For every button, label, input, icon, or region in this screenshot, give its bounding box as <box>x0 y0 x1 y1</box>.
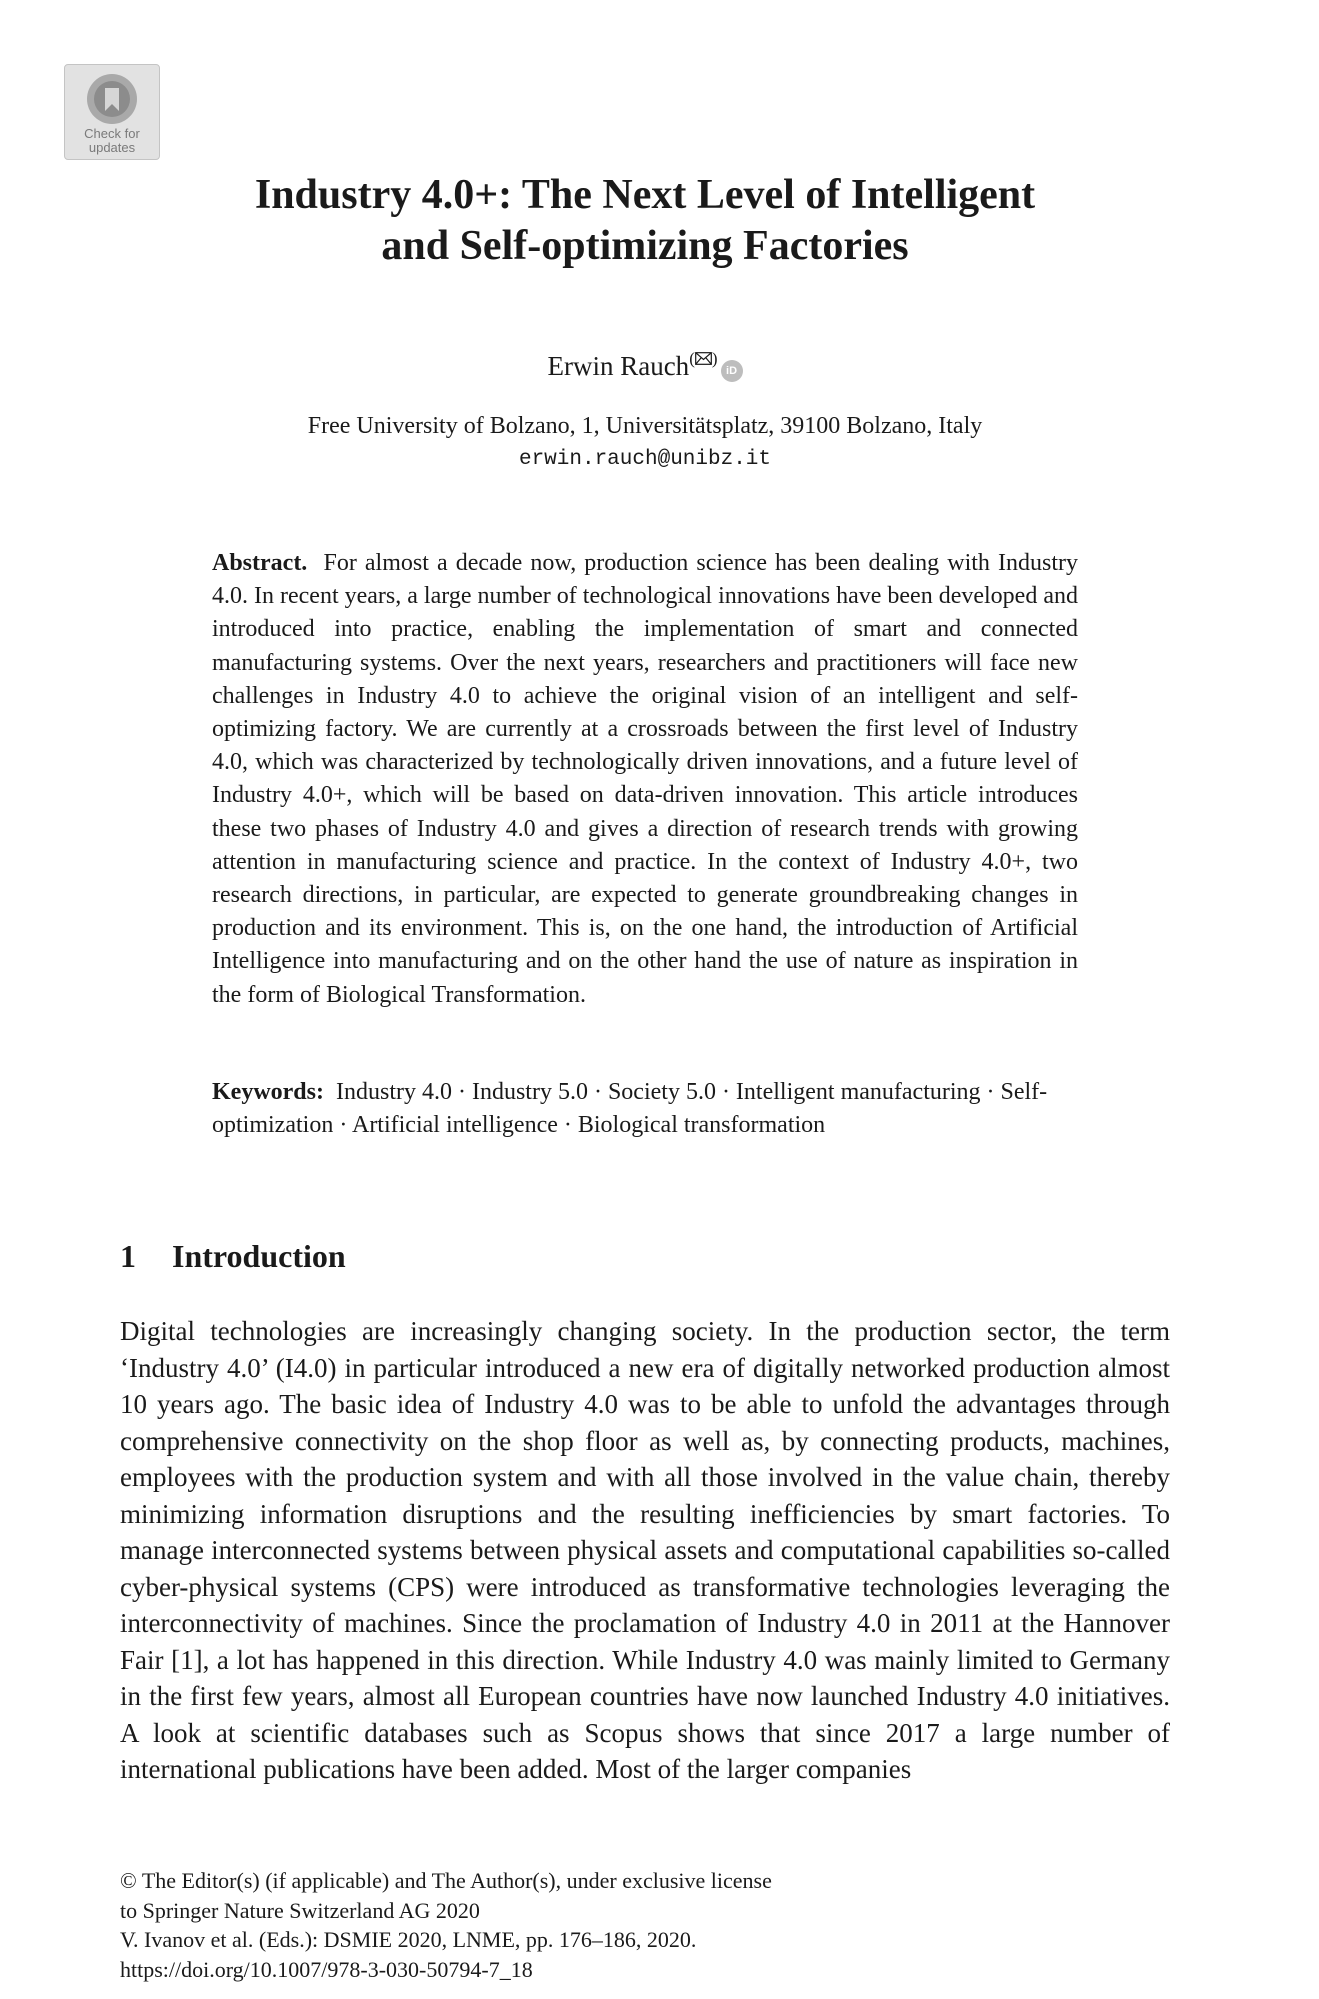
badge-text-line2: updates <box>88 140 136 155</box>
envelope-icon[interactable]: ( ) <box>689 349 718 368</box>
section-number: 1 <box>120 1238 136 1274</box>
doi-link[interactable]: https://doi.org/10.1007/978-3-030-50794-7_18 <box>120 1956 533 1982</box>
footer-line-3: V. Ivanov et al. (Eds.): DSMIE 2020, LNME, pp. 176–186, 2020. <box>120 1927 697 1952</box>
affiliation: Free University of Bolzano, 1, Universitätsplatz, 39100 Bolzano, Italy <box>307 413 983 439</box>
check-for-updates-badge[interactable] <box>64 64 160 160</box>
abstract-text: For almost a decade now, production science has been dealing with Industry 4.0. In recent years, a large number of technological innovations have been developed and introduced into practice, enabling the implementation of smart and connected manufacturing systems. Over the next years, researchers and practitioners will face new challenges in Industry 4.0 to achieve the original vision of an intelligent and self-optimizing factory. We are currently at a crossroads between the first level of Industry 4.0, which was characterized by technologically driven innovations, and a future level of Industry 4.0+, which will be based on data-driven innovation. This article introduces these two phases of Industry 4.0 and gives a direction of research trends with growing attention in manufacturing science and practice. In the context of Industry 4.0+, two research directions, in particular, are expected to generate groundbreaking changes in production and its environment. This is, on the one hand, the introduction of Artificial Intelligence into manufacturing and on the other hand the use of nature as inspiration in the form of Biological Transformation. <box>212 550 1078 1008</box>
copyright-footer <box>120 1866 1020 1984</box>
orcid-icon[interactable]: iD <box>721 360 743 382</box>
footer-line-1: © The Editor(s) (if applicable) and The Author(s), under exclusive license <box>120 1868 772 1893</box>
section-heading <box>120 1236 346 1276</box>
body-paragraph: Digital technologies are increasingly changing society. In the production sector, the term ‘Industry 4.0’ (I4.0) in particular introduced a new era of digitally networked production almost 10 years ago. The basic idea of Industry 4.0 was to be able to unfold the advantages through comprehensive connectivity on the shop floor as well as, by connecting products, machines, employees with the production system and with all those involved in the value chain, thereby minimizing information disruptions and the resulting inefficiencies by smart factories. To manage interconnected systems between physical assets and computational capabilities so-called cyber-physical systems (CPS) were introduced as transformative technologies leveraging the interconnectivity of machines. Since the proclamation of Industry 4.0 in 2011 at the Hannover Fair [1], a lot has happened in this direction. While Industry 4.0 was mainly limited to Germany in the first few years, almost all European countries have now launched Industry 4.0 initiatives. A look at scientific databases such as Scopus shows that since 2017 a large number of international publications have been added. Most of the larger companies <box>120 1316 1170 1784</box>
section-title: Introduction <box>172 1238 346 1274</box>
keywords <box>212 1076 1078 1142</box>
keywords-label: Keywords: <box>212 1079 324 1105</box>
author-name: Erwin Rauch <box>547 351 690 381</box>
paper-title <box>120 170 1170 272</box>
author-email[interactable]: erwin.rauch@unibz.it <box>518 448 772 471</box>
title-line-1: Industry 4.0+: The Next Level of Intelligent <box>254 172 1036 218</box>
footer-line-2: to Springer Nature Switzerland AG 2020 <box>120 1897 480 1923</box>
bookmark-circle-icon <box>84 71 140 127</box>
badge-text-line1: Check for <box>84 126 140 141</box>
abstract-label: Abstract. <box>212 550 308 576</box>
keywords-text: Industry 4.0 · Industry 5.0 · Society 5.0 · Intelligent manufacturing · Self-optimization · Artificial intelligence · Biological transformation <box>212 1079 1048 1138</box>
title-line-2: and Self-optimizing Factories <box>381 223 909 269</box>
author-line <box>0 342 1290 383</box>
abstract <box>212 547 1078 1012</box>
